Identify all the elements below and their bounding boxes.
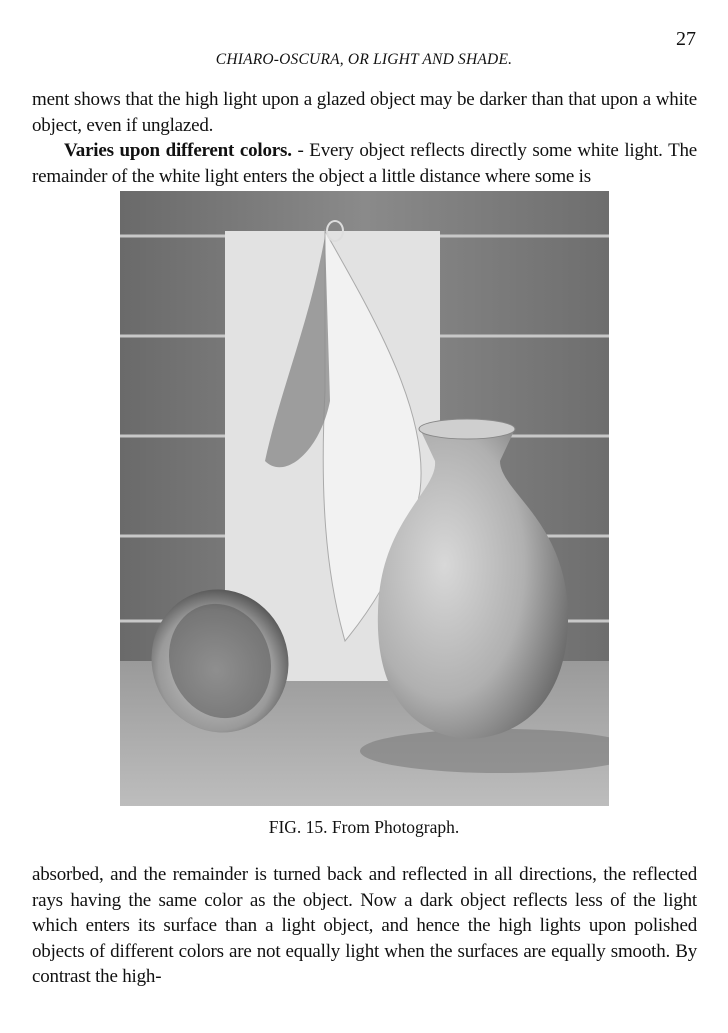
paragraph-continued: ment shows that the high light upon a glazed object may be darker than that upon a white object, even if unglazed. xyxy=(32,89,697,136)
body-text-bottom: absorbed, and the remainder is turned back and reflected in all directions, the reflected rays having the same color as the object. Now a dark object reflects less of the light which enters its surface than a light object, and hence the high lights upon polished objects of different colors are not equally light when the surfaces are equally smooth. By contrast the high- xyxy=(32,864,697,988)
vase-rim xyxy=(419,419,515,439)
paragraph-varies xyxy=(32,138,697,189)
paragraph-body: - Every object reflects directly some white light. The remainder of the white light enters the object a little distance where some is xyxy=(32,140,698,187)
running-head: CHIARO-OSCURA, OR LIGHT AND SHADE. xyxy=(215,51,513,68)
page-number: 27 xyxy=(676,28,696,50)
figure-photograph xyxy=(120,191,609,806)
paragraph-heading: Varies upon different colors. xyxy=(64,140,292,162)
figure-caption: FIG. 15. From Photograph. xyxy=(268,817,460,837)
body-text-top xyxy=(32,87,697,189)
